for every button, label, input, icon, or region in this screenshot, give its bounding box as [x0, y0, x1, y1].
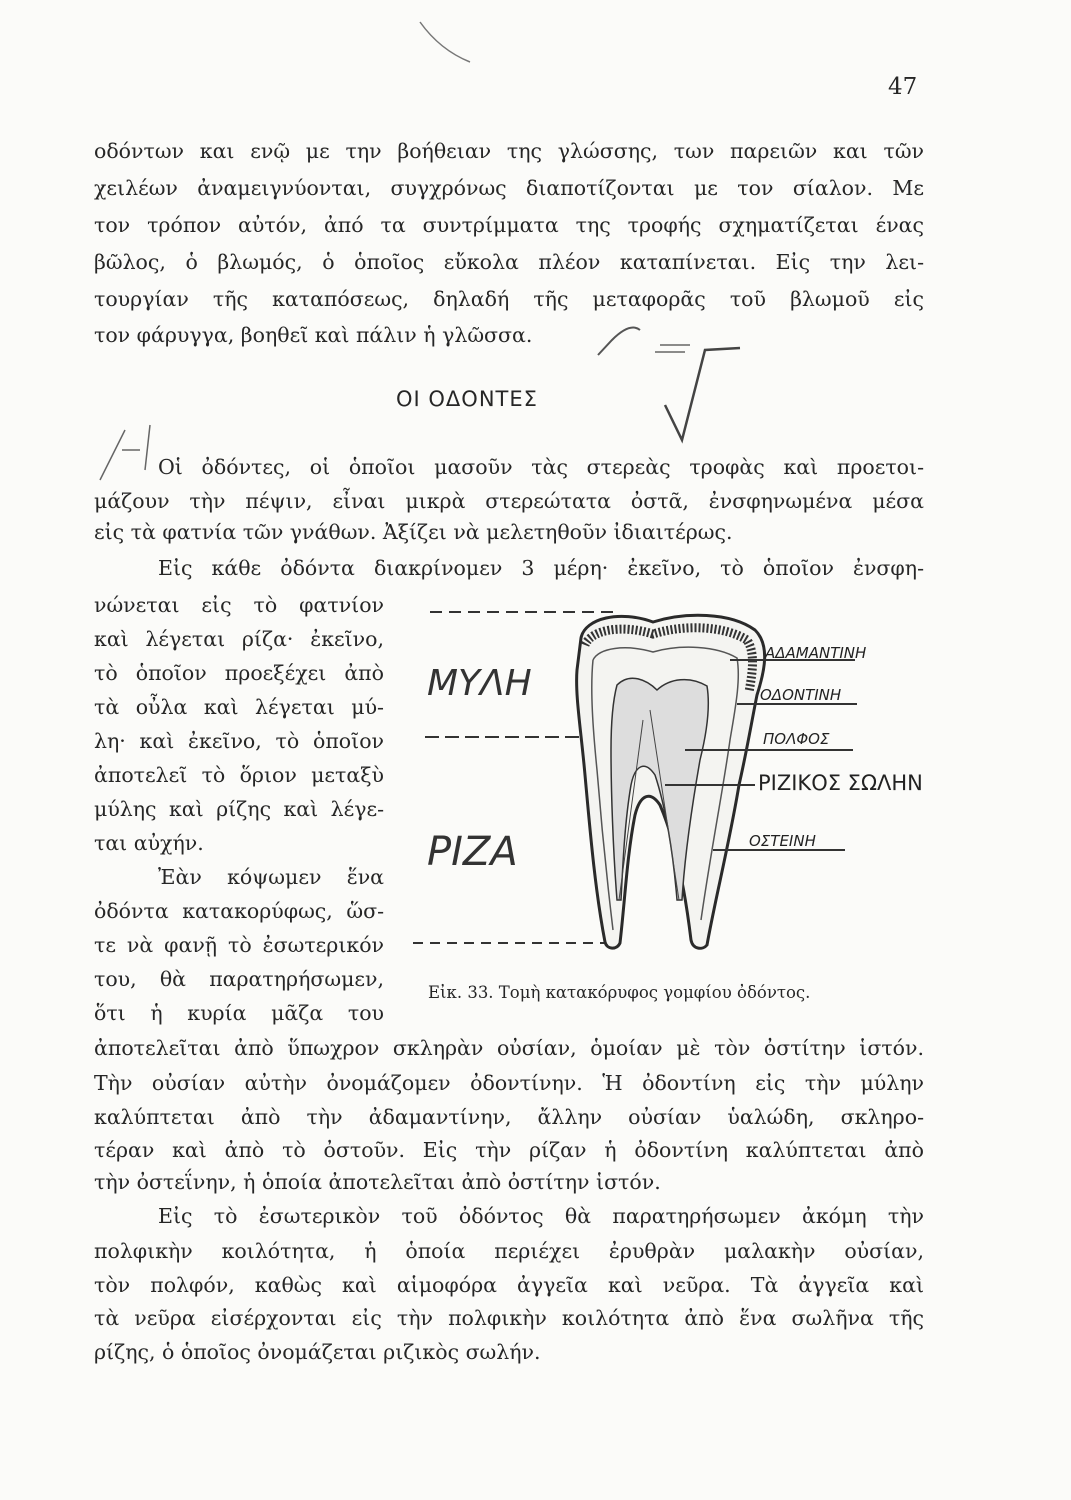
text-line: ἀποτελεῖ τὸ ὅριον μεταξὺ	[94, 763, 384, 787]
text-line: νώνεται εἰς τὸ φατνίον	[94, 593, 384, 617]
pencil-stroke	[598, 328, 640, 355]
text-line: μάζουν τὴν πέψιν, εἶναι μικρὰ στερεώτατα ὀστᾶ, ἐνσφηνωμένα μέσα	[94, 489, 924, 513]
text-line: Εἰς κάθε ὀδόντα διακρίνομεν 3 μέρη· ἐκεῖνο, τὸ ὁποῖον ἐνσφη-	[158, 556, 924, 580]
text-line: εἰς τὰ φατνία τῶν γνάθων. Ἀξίζει νὰ μελετηθοῦν ἰδιαιτέρως.	[94, 520, 733, 544]
dentin-label: ΟΔΟΝΤΙΝΗ	[760, 686, 842, 704]
text-line: λη· καὶ ἐκεῖνο, τὸ ὁποῖον	[94, 729, 384, 753]
text-line: ὀδόντα κατακορύφως, ὥσ-	[94, 899, 384, 923]
text-line: τέραν καὶ ἀπὸ τὸ ὀστοῦν. Εἰς τὴν ρίζαν ἡ ὀδοντίνη καλύπτεται ἀπὸ	[94, 1138, 924, 1162]
text-line: τουργίαν τῆς καταπόσεως, δηλαδή τῆς μεταφορᾶς τοῦ βλωμοῦ εἰς	[94, 287, 924, 311]
text-line: οδόντων και ενῷ με την βοήθειαν της γλώσσης, των παρειῶν και τῶν	[94, 139, 924, 163]
text-line: πολφικὴν κοιλότητα, ἡ ὁποία περιέχει ἐρυθρὰν μαλακὴν οὐσίαν,	[94, 1239, 924, 1263]
pencil-check	[665, 348, 740, 440]
text-line: καὶ λέγεται ρίζα· ἐκεῖνο,	[94, 627, 384, 651]
text-line: τὸν πολφόν, καθὼς καὶ αἱμοφόρα ἀγγεῖα καὶ νεῦρα. Τὰ ἀγγεῖα καὶ	[94, 1273, 924, 1297]
text-line: ται αὐχήν.	[94, 831, 204, 855]
section-heading: ΟΙ ΟΔΟΝΤΕΣ	[396, 387, 538, 411]
enamel-label: ΑΔΑΜΑΝΤΙΝΗ	[765, 644, 867, 662]
text-line: τὴν ὀστεΐνην, ἡ ὁποία ἀποτελεῖται ἀπὸ ὀστίτην ἱστόν.	[94, 1170, 661, 1194]
text-line: ἀποτελεῖται ἀπὸ ὕπωχρον σκληρὰν οὐσίαν, ὁμοίαν μὲ τὸν ὀστίτην ἱστόν.	[94, 1036, 924, 1060]
text-line: μύλης καὶ ρίζης καὶ λέγε-	[94, 797, 384, 821]
pencil-stroke	[100, 425, 150, 480]
text-line: τὰ οὖλα καὶ λέγεται μύ-	[94, 695, 384, 719]
text-line: τον φάρυγγα, βοηθεῖ καὶ πάλιν ἡ γλῶσσα.	[94, 323, 533, 347]
pencil-stroke	[420, 22, 470, 62]
cementum-label: ΟΣΤΕΙΝΗ	[749, 832, 816, 850]
root-label: ΡΙΖΑ	[427, 829, 518, 875]
text-line: χειλέων ἀναμειγνύονται, συγχρόνως διαποτίζονται με τον σίαλον. Με	[94, 176, 924, 200]
text-line: Οἱ ὀδόντες, οἱ ὁποῖοι μασοῦν τὰς στερεὰς τροφὰς καὶ προετοι-	[158, 455, 924, 479]
text-line: Εἰς τὸ ἐσωτερικὸν τοῦ ὀδόντος θὰ παρατηρήσωμεν ἀκόμη τὴν	[158, 1204, 924, 1228]
text-line: τε νὰ φανῇ τὸ ἐσωτερικόν	[94, 933, 384, 957]
text-line: καλύπτεται ἀπὸ τὴν ἀδαμαντίνην, ἄλλην οὐσίαν ὑαλώδη, σκληρο-	[94, 1105, 924, 1129]
text-line: βῶλος, ὁ βλωμός, ὁ ὁποῖος εὔκολα πλέον καταπίνεται. Εἰς την λει-	[94, 250, 924, 274]
root-canal-label: ΡΙΖΙΚΟΣ ΣΩΛΗΝ	[758, 771, 923, 795]
pencil-stroke	[655, 345, 690, 352]
pulp-label: ΠΟΛΦΟΣ	[763, 730, 830, 748]
text-line: ρίζης, ὁ ὁποῖος ὀνομάζεται ριζικὸς σωλήν.	[94, 1340, 541, 1364]
text-line: τον τρόπον αὐτόν, ἀπό τα συντρίμματα της τροφής σχηματίζεται ένας	[94, 213, 924, 237]
text-line: τὰ νεῦρα εἰσέρχονται εἰς τὴν πολφικὴν κοιλότητα ἀπὸ ἕνα σωλῆνα τῆς	[94, 1306, 924, 1330]
text-line: ὅτι ἡ κυρία μᾶζα του	[94, 1001, 384, 1025]
text-line: Τὴν οὐσίαν αὐτὴν ὀνομάζομεν ὀδοντίνην. Ἡ ὀδοντίνη εἰς τὴν μύλην	[94, 1071, 924, 1095]
figure-caption: Εἰκ. 33. Τομὴ κατακόρυφος γομφίου ὀδόντος.	[428, 983, 811, 1002]
text-line: Ἐὰν κόψωμεν ἕνα	[158, 865, 384, 889]
text-line: του, θὰ παρατηρήσωμεν,	[94, 967, 384, 991]
text-line: τὸ ὁποῖον προεξέχει ἀπὸ	[94, 661, 384, 685]
page-number: 47	[888, 74, 918, 100]
crown-label: ΜΥΛΗ	[427, 663, 532, 704]
